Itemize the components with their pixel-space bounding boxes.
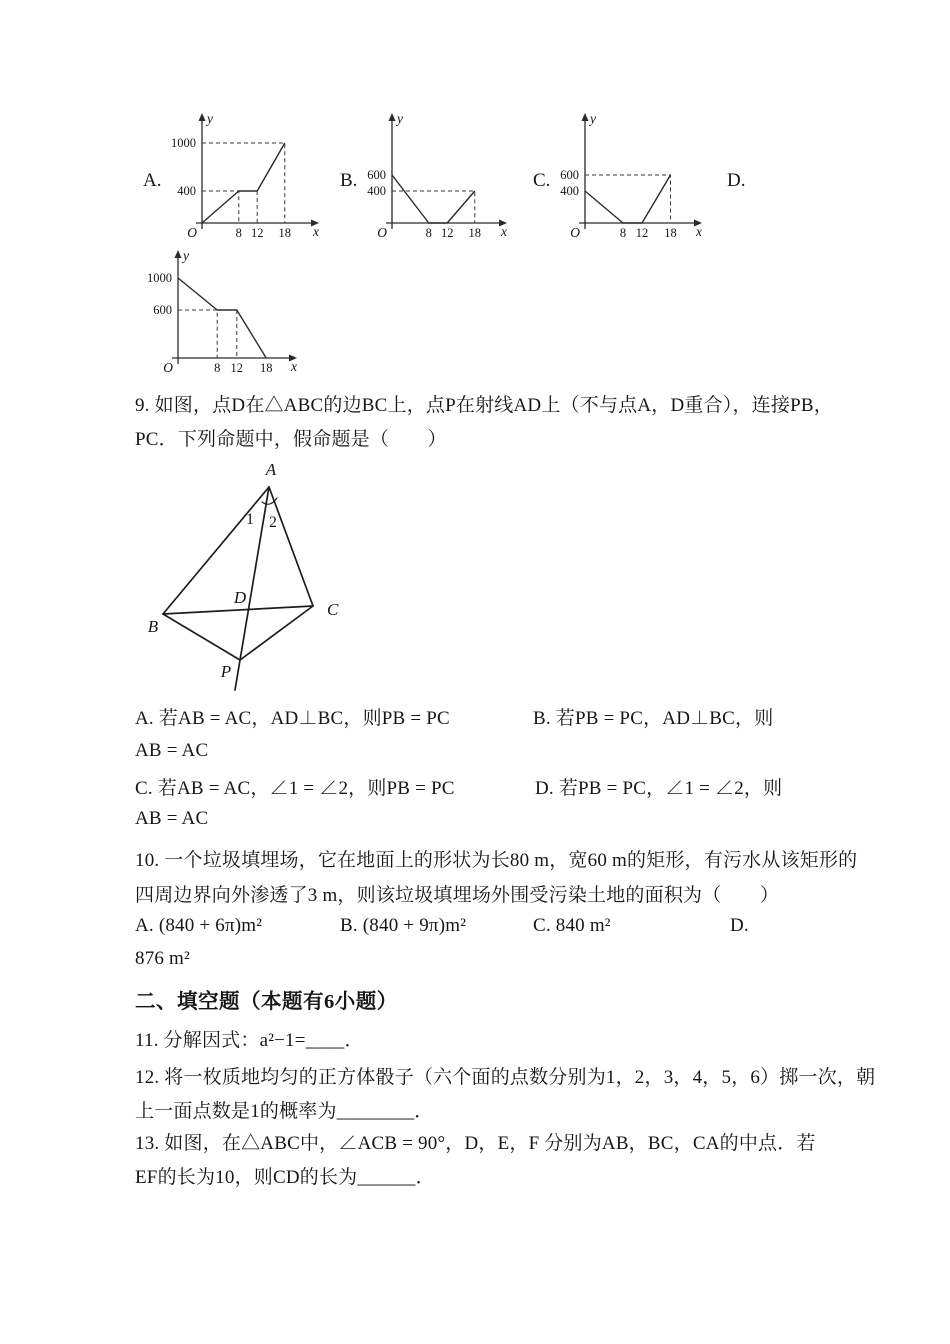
svg-text:O: O [570, 225, 580, 240]
q9-stem-line1: 9. 如图，点D在△ABC的边BC上，点P在射线AD上（不与点A，D重合），连接PB， [135, 395, 833, 416]
svg-text:12: 12 [250, 226, 264, 240]
svg-text:8: 8 [235, 226, 242, 240]
svg-text:8: 8 [425, 226, 432, 240]
svg-text:18: 18 [259, 361, 273, 375]
q8-option-d-label: D. [727, 170, 746, 191]
q13-stem-line1: 13. 如图，在△ABC中，∠ACB = 90°，D，E，F 分别为AB，BC，CA的中点．若 [135, 1133, 816, 1154]
svg-text:O: O [377, 225, 387, 240]
svg-text:y: y [590, 111, 596, 126]
q12-stem-line1: 12. 将一枚质地均匀的正方体骰子（六个面的点数分别为1，2，3，4，5，6）掷一次，朝 [135, 1067, 876, 1088]
svg-text:12: 12 [440, 226, 454, 240]
q10-option-d: D. [730, 915, 749, 936]
q11-text: 11. 分解因式：a²−1=____． [135, 1030, 364, 1051]
svg-text:18: 18 [664, 226, 677, 240]
q10-option-b: B. (840 + 9π)m² [340, 915, 467, 936]
svg-text:x: x [313, 224, 319, 239]
svg-text:400: 400 [177, 184, 196, 198]
q10-stem-line1: 10. 一个垃圾填埋场，它在地面上的形状为长80 m，宽60 m的矩形，有污水从该矩形的 [135, 850, 858, 871]
q9-figure [120, 455, 370, 705]
segment-cp [240, 606, 313, 660]
q9-option-b-continuation: AB = AC [135, 740, 209, 761]
segment-bc [163, 606, 313, 614]
q10-option-d-continuation: 876 m² [135, 948, 190, 969]
vertex-a-label: A [265, 460, 277, 479]
svg-text:12: 12 [230, 361, 244, 375]
svg-text:x: x [291, 359, 297, 374]
svg-text:18: 18 [468, 226, 482, 240]
svg-text:y: y [397, 111, 403, 126]
q8-graph-c [528, 110, 718, 245]
q9-option-d: D. 若PB = PC，∠1 = ∠2，则 [535, 778, 783, 799]
segment-bp [163, 614, 240, 660]
q8-option-b-label: B. [340, 170, 358, 191]
q9-stem-line2: PC．下列命题中，假命题是（ ） [135, 429, 447, 450]
q8-graph-d [133, 247, 318, 379]
svg-text:x: x [501, 224, 507, 239]
svg-text:1000: 1000 [171, 136, 196, 150]
point-p-label: P [220, 662, 232, 681]
svg-text:600: 600 [560, 168, 579, 182]
q9-option-a: A. 若AB = AC，AD⊥BC，则PB = PC [135, 708, 450, 729]
svg-text:1000: 1000 [147, 271, 172, 285]
segment-ab [163, 487, 269, 614]
angle-2-label: 2 [269, 514, 277, 531]
svg-text:8: 8 [619, 226, 627, 240]
q12-stem-line2: 上一面点数是1的概率为________． [135, 1101, 434, 1122]
point-d-label: D [233, 588, 247, 607]
q13-stem-line2: EF的长为10，则CD的长为______． [135, 1167, 435, 1188]
vertex-b-label: B [147, 617, 159, 636]
svg-text:y: y [183, 248, 189, 263]
svg-text:O: O [187, 225, 197, 240]
svg-text:y: y [207, 111, 213, 126]
section-2-heading: 二、填空题（本题有6小题） [135, 991, 398, 1013]
q10-stem-line2: 四周边界向外渗透了3 m，则该垃圾填埋场外围受污染土地的面积为（ ） [135, 885, 780, 906]
q8-option-a-label: A. [143, 170, 162, 191]
q9-option-b: B. 若PB = PC，AD⊥BC，则 [533, 708, 774, 729]
q10-option-a: A. (840 + 6π)m² [135, 915, 263, 936]
angle-1-label: 1 [246, 511, 254, 528]
q8-option-c-label: C. [533, 170, 551, 191]
svg-text:O: O [163, 360, 173, 375]
svg-text:600: 600 [367, 168, 386, 182]
q9-option-c: C. 若AB = AC，∠1 = ∠2，则PB = PC [135, 778, 455, 799]
svg-text:8: 8 [214, 361, 221, 375]
vertex-c-label: C [327, 600, 339, 619]
svg-text:12: 12 [635, 226, 649, 240]
svg-text:400: 400 [560, 184, 579, 198]
svg-text:x: x [696, 224, 702, 239]
segment-ac [269, 487, 313, 606]
svg-text:400: 400 [367, 184, 386, 198]
q10-option-c: C. 840 m² [533, 915, 611, 936]
svg-text:600: 600 [153, 303, 172, 317]
svg-text:18: 18 [278, 226, 292, 240]
q8-graph-b [338, 110, 518, 245]
q8-graph-a [140, 110, 325, 245]
q9-option-d-continuation: AB = AC [135, 808, 209, 829]
